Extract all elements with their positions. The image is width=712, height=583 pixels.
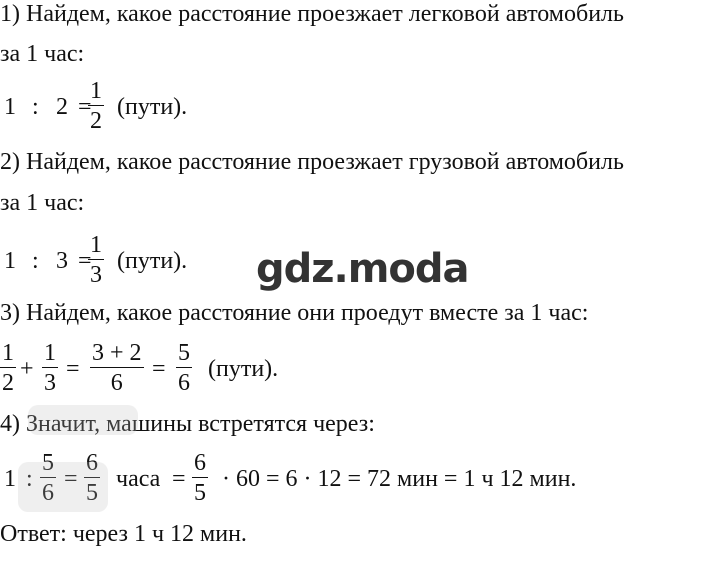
step3-eq1: = <box>66 356 80 382</box>
step3-frac1-den: 2 <box>2 370 14 396</box>
step1-frac-num: 1 <box>90 78 102 104</box>
step4-frac2-num: 6 <box>86 450 98 476</box>
step2-frac-den: 3 <box>90 262 102 288</box>
step3-frac3-den: 6 <box>110 370 123 396</box>
step4-frac2-den: 5 <box>86 480 98 506</box>
step1-frac-den: 2 <box>90 108 102 134</box>
step3-plus: + <box>20 356 34 382</box>
step1-line2: за 1 час: <box>0 41 85 67</box>
step2-op: : <box>32 248 39 274</box>
step4-frac3-num: 6 <box>194 450 206 476</box>
step1-op: : <box>32 94 39 120</box>
step4-frac1-num: 5 <box>42 450 54 476</box>
step3-frac1 <box>0 340 16 396</box>
step2-eq: = <box>78 248 92 274</box>
fraction-bar <box>90 367 144 368</box>
step1-eq: = <box>78 94 92 120</box>
step4-frac3 <box>192 450 208 506</box>
step3-frac4-den: 6 <box>178 370 190 396</box>
step4-frac3-den: 5 <box>194 480 206 506</box>
step1-line1: 1) Найдем, какое расстояние проезжает легковой автомобиль <box>0 1 624 27</box>
fraction-bar <box>192 477 208 478</box>
answer-line: Ответ: через 1 ч 12 мин. <box>0 521 247 547</box>
step2-line1: 2) Найдем, какое расстояние проезжает грузовой автомобиль <box>0 149 624 175</box>
step4-eq2: = <box>172 466 186 492</box>
step4-eq1: = <box>64 466 78 492</box>
step4-a: 1 <box>4 466 16 492</box>
step3-unit: (пути). <box>208 356 279 382</box>
step2-line2: за 1 час: <box>0 190 85 216</box>
fraction-bar <box>176 367 192 368</box>
step4-rest: · 60 = 6 · 12 = 72 мин = 1 ч 12 мин. <box>222 466 577 492</box>
step3-frac4-num: 5 <box>178 340 190 366</box>
step3-frac2-den: 3 <box>44 370 56 396</box>
step4-line1: 4) Значит, машины встретятся через: <box>0 411 375 437</box>
step3-frac4 <box>176 340 192 396</box>
fraction-bar <box>0 367 16 368</box>
watermark-logo: gdz.moda <box>256 246 469 292</box>
step1-fraction <box>88 78 104 134</box>
step3-frac2 <box>42 340 58 396</box>
step3-frac1-num: 1 <box>2 340 14 366</box>
fraction-bar <box>88 105 104 106</box>
step1-unit: (пути). <box>117 94 188 120</box>
step3-eq2: = <box>152 356 166 382</box>
step1-a: 1 <box>4 94 16 120</box>
step4-unit1: часа <box>116 466 161 492</box>
step4-op: : <box>26 466 33 492</box>
scan-smudge <box>18 462 108 512</box>
step2-a: 1 <box>4 248 16 274</box>
step2-unit: (пути). <box>117 248 188 274</box>
step3-frac3 <box>90 340 144 396</box>
step2-frac-num: 1 <box>90 232 102 258</box>
step4-frac1-den: 6 <box>42 480 54 506</box>
step2-b: 3 <box>56 248 68 274</box>
fraction-bar <box>42 367 58 368</box>
step3-frac2-num: 1 <box>44 340 56 366</box>
step1-b: 2 <box>56 94 68 120</box>
step2-fraction <box>88 232 104 288</box>
scan-smudge <box>28 405 138 435</box>
step3-frac3-num: 3 + 2 <box>92 340 142 366</box>
step3-line1: 3) Найдем, какое расстояние они проедут вместе за 1 час: <box>0 300 589 326</box>
fraction-bar <box>88 259 104 260</box>
